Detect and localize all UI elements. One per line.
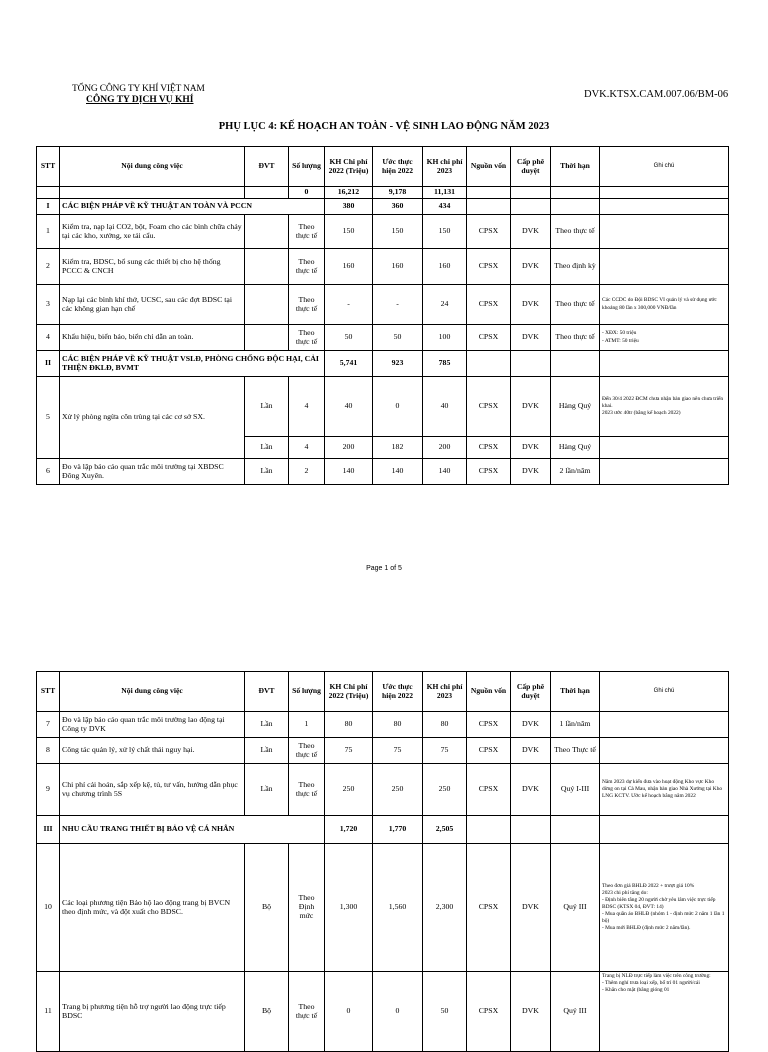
cell-dvt: Bộ: [245, 972, 289, 1052]
cell-qty: Theo thực tế: [289, 215, 325, 249]
cell-stt: 2: [37, 249, 60, 285]
cell-source: CPSX: [467, 437, 511, 459]
cell-deadline: Quý I-III: [551, 764, 600, 816]
cell-note: [600, 459, 729, 485]
cell-uoc2022: 75: [373, 738, 423, 764]
cell-qty: Theo thực tế: [289, 325, 325, 351]
col-header: Số lượng: [289, 147, 325, 187]
cell-dvt: [245, 285, 289, 325]
cell-note: [600, 712, 729, 738]
section-row: [37, 199, 729, 215]
section-row: [37, 816, 729, 844]
cell-kh2023: 140: [423, 459, 467, 485]
cell-source: CPSX: [467, 459, 511, 485]
cell-kh2023: 40: [423, 377, 467, 437]
table-row: [37, 215, 729, 249]
col-header: KH Chi phí 2022 (Triệu): [325, 672, 373, 712]
cell-qty: 1: [289, 712, 325, 738]
cell-approval: DVK: [511, 712, 551, 738]
cell-qty: 2: [289, 459, 325, 485]
cell-stt: I: [37, 199, 60, 215]
cell-kh2023: 200: [423, 437, 467, 459]
cell-dvt: [245, 215, 289, 249]
cell-uoc2022: 9,178: [373, 187, 423, 199]
table-row: [37, 249, 729, 285]
cell-content: Kiểm tra, BDSC, bổ sung các thiết bị cho hệ thống PCCC & CNCH: [60, 249, 245, 285]
table-row: [37, 972, 729, 1052]
cell-stt: II: [37, 351, 60, 377]
plan-table-page2: [36, 671, 729, 1052]
cell-note: Đến 30/4 2022 ĐCM chưa nhận bàn giao nên chưa triển khai. 2023 ước 40tr (bằng kế hoạch 2022): [600, 377, 729, 437]
org-unit: CÔNG TY DỊCH VỤ KHÍ: [86, 95, 194, 105]
cell-note: - XĐX: 50 triệu - ATMT: 50 triệu: [600, 325, 729, 351]
cell-approval: DVK: [511, 738, 551, 764]
col-header: KH chi phí 2023: [423, 147, 467, 187]
cell-qty: 4: [289, 437, 325, 459]
section-title: CÁC BIỆN PHÁP VỀ KỸ THUẬT AN TOÀN VÀ PCCN: [60, 199, 325, 215]
cell-kh2022: 140: [325, 459, 373, 485]
cell-content: Các loại phương tiện Bảo hộ lao động trang bị BVCN theo định mức, và đột xuất cho BDSC.: [60, 844, 245, 972]
cell-uoc2022: -: [373, 285, 423, 325]
cell-kh2023: 250: [423, 764, 467, 816]
col-header: Ghi chú: [600, 672, 729, 712]
cell-qty: 0: [289, 187, 325, 199]
cell-stt: 5: [37, 377, 60, 459]
cell-source: CPSX: [467, 844, 511, 972]
cell-content: Kiểm tra, nạp lại CO2, bột, Foam cho các bình chữa cháy tại các kho, xưởng, xe tải cẩu.: [60, 215, 245, 249]
cell-kh2022: 5,741: [325, 351, 373, 377]
cell-deadline: Theo thực tế: [551, 285, 600, 325]
cell-dvt: Lần: [245, 459, 289, 485]
cell-deadline: Theo Thực tế: [551, 738, 600, 764]
cell-source: CPSX: [467, 325, 511, 351]
cell-kh2022: 75: [325, 738, 373, 764]
cell-content: Đo và lập báo cáo quan trắc môi trường tại XBDSC Đông Xuyên.: [60, 459, 245, 485]
table-row: [37, 285, 729, 325]
cell-kh2023: 434: [423, 199, 467, 215]
cell-kh2022: 16,212: [325, 187, 373, 199]
cell-uoc2022: 360: [373, 199, 423, 215]
cell-note: Trang bị NLĐ trực tiếp làm việc trên công trường: - Thêm nghỉ trưa loại xếp, bố trí 01 người/cái - Khăn cho mặt (băng gióng 01: [600, 972, 729, 1052]
cell-approval: DVK: [511, 285, 551, 325]
cell-uoc2022: 923: [373, 351, 423, 377]
cell-approval: DVK: [511, 437, 551, 459]
col-header: STT: [37, 672, 60, 712]
col-header: Thời hạn: [551, 672, 600, 712]
col-header: Thời hạn: [551, 147, 600, 187]
cell-stt: 3: [37, 285, 60, 325]
cell-approval: DVK: [511, 844, 551, 972]
cell-content: Nạp lại các bình khí thở, UCSC, sau các đợt BDSC tại các không gian hạn chế: [60, 285, 245, 325]
cell-kh2022: 40: [325, 377, 373, 437]
cell-dvt: [245, 325, 289, 351]
col-header: Nguồn vốn: [467, 672, 511, 712]
cell-stt: 9: [37, 764, 60, 816]
plan-table-page1: [36, 146, 729, 485]
cell-kh2022: 1,720: [325, 816, 373, 844]
page-title: PHỤ LỤC 4: KẾ HOẠCH AN TOÀN - VỆ SINH LAO ĐỘNG NĂM 2023: [218, 121, 550, 132]
cell-dvt: [245, 249, 289, 285]
section-title: NHU CẦU TRANG THIẾT BỊ BẢO VỆ CÁ NHÂN: [60, 816, 325, 844]
cell-deadline: Quý III: [551, 972, 600, 1052]
col-header: Ước thực hiện 2022: [373, 147, 423, 187]
cell-note: [600, 738, 729, 764]
cell-uoc2022: 182: [373, 437, 423, 459]
table-row: [37, 712, 729, 738]
cell-note: Các CCDC do Đội BDSC VI quản lý và sử dụng ước khoảng 80 lần x 300,000 VNĐ/lần: [600, 285, 729, 325]
cell-note: [600, 249, 729, 285]
table-row: [37, 459, 729, 485]
cell-uoc2022: 0: [373, 972, 423, 1052]
cell-approval: DVK: [511, 377, 551, 437]
cell-stt: 8: [37, 738, 60, 764]
cell-deadline: Hàng Quý: [551, 377, 600, 437]
cell-source: CPSX: [467, 972, 511, 1052]
cell-uoc2022: 160: [373, 249, 423, 285]
cell-source: CPSX: [467, 377, 511, 437]
cell-deadline: Hàng Quý: [551, 437, 600, 459]
cell-kh2022: 80: [325, 712, 373, 738]
org-parent: TỔNG CÔNG TY KHÍ VIỆT NAM: [72, 84, 205, 94]
cell-qty: Theo thực tế: [289, 285, 325, 325]
cell-source: CPSX: [467, 712, 511, 738]
cell-source: CPSX: [467, 249, 511, 285]
cell-note: [600, 437, 729, 459]
col-header: STT: [37, 147, 60, 187]
col-header: KH chi phí 2023: [423, 672, 467, 712]
col-header: Nội dung công việc: [60, 147, 245, 187]
total-row: [37, 187, 729, 199]
cell-uoc2022: 80: [373, 712, 423, 738]
cell-kh2023: 785: [423, 351, 467, 377]
cell-qty: Theo thực tế: [289, 972, 325, 1052]
cell-approval: DVK: [511, 325, 551, 351]
cell-kh2023: 75: [423, 738, 467, 764]
table-row: [37, 738, 729, 764]
cell-deadline: 2 lần/năm: [551, 459, 600, 485]
cell-kh2022: 250: [325, 764, 373, 816]
cell-deadline: Theo định kỳ: [551, 249, 600, 285]
col-header: Cấp phê duyệt: [511, 147, 551, 187]
cell-stt: 6: [37, 459, 60, 485]
cell-kh2023: 100: [423, 325, 467, 351]
cell-approval: DVK: [511, 972, 551, 1052]
cell-deadline: Theo thực tế: [551, 325, 600, 351]
doc-code: DVK.KTSX.CAM.007.06/BM-06: [584, 89, 729, 100]
cell-deadline: 1 lần/năm: [551, 712, 600, 738]
cell-approval: DVK: [511, 249, 551, 285]
cell-kh2023: 150: [423, 215, 467, 249]
cell-note: Theo đơn giá BHLĐ 2022 + trượt giá 10% 2023 chi phí tăng do: - Định biên tăng 20 người chờ yêu lâm việc trực tiếp BDSC (KTSX 04, ĐVT: 14) - Mua quần áo BHLĐ (nhóm 1 - định mức 2 năm 1 lần 1 bộ) - Mua mới BHLĐ (định mức 2 năm/lần).: [600, 844, 729, 972]
cell-deadline: Quý III: [551, 844, 600, 972]
section-row: [37, 351, 729, 377]
cell-uoc2022: 0: [373, 377, 423, 437]
cell-content: Chi phí cải hoán, sắp xếp kệ, tủ, tư vấn, hướng dẫn phục vụ chương trình 5S: [60, 764, 245, 816]
cell-qty: Theo thực tế: [289, 738, 325, 764]
cell-note: Năm 2023 dự kiến đưa vào hoạt động Kho vực Kho dừng on tại Cà Mau, nhận bàn giao Nhà Xưởng tại Kho LNG KCTV. Ước kế hoạch bằng năm 2022: [600, 764, 729, 816]
cell-dvt: Lần: [245, 738, 289, 764]
cell-kh2023: 160: [423, 249, 467, 285]
cell-source: CPSX: [467, 738, 511, 764]
col-header: Nội dung công việc: [60, 672, 245, 712]
cell-stt: 4: [37, 325, 60, 351]
cell-qty: Theo thực tế: [289, 764, 325, 816]
cell-dvt: Lần: [245, 764, 289, 816]
cell-approval: DVK: [511, 459, 551, 485]
cell-stt: 7: [37, 712, 60, 738]
table-row: [37, 844, 729, 972]
col-header: KH Chi phí 2022 (Triệu): [325, 147, 373, 187]
cell-kh2022: 0: [325, 972, 373, 1052]
cell-content: Công tác quản lý, xử lý chất thải nguy hại.: [60, 738, 245, 764]
table-header-row: [37, 672, 729, 712]
cell-kh2023: 24: [423, 285, 467, 325]
cell-kh2023: 2,300: [423, 844, 467, 972]
section-title: CÁC BIỆN PHÁP VỀ KỸ THUẬT VSLĐ, PHÒNG CHỐNG ĐỘC HẠI, CẢI THIỆN ĐKLĐ, BVMT: [60, 351, 325, 377]
cell-kh2022: 160: [325, 249, 373, 285]
page-number: Page 1 of 5: [366, 565, 402, 572]
table-row: [37, 764, 729, 816]
cell-content: Xử lý phòng ngừa côn trùng tại các cơ sở SX.: [60, 377, 245, 459]
cell-kh2022: 1,300: [325, 844, 373, 972]
cell-kh2022: 200: [325, 437, 373, 459]
cell-note: [600, 215, 729, 249]
cell-uoc2022: 150: [373, 215, 423, 249]
cell-content: Trang bị phương tiện hỗ trợ người lao động trực tiếp BDSC: [60, 972, 245, 1052]
cell-uoc2022: 140: [373, 459, 423, 485]
table-row: [37, 377, 729, 437]
cell-source: CPSX: [467, 285, 511, 325]
col-header: Ước thực hiện 2022: [373, 672, 423, 712]
cell-qty: 4: [289, 377, 325, 437]
cell-uoc2022: 1,770: [373, 816, 423, 844]
cell-dvt: Bộ: [245, 844, 289, 972]
col-header: ĐVT: [245, 672, 289, 712]
col-header: Số lượng: [289, 672, 325, 712]
cell-dvt: Lần: [245, 712, 289, 738]
cell-approval: DVK: [511, 764, 551, 816]
cell-uoc2022: 50: [373, 325, 423, 351]
cell-source: CPSX: [467, 764, 511, 816]
cell-kh2022: 380: [325, 199, 373, 215]
cell-dvt: Lần: [245, 437, 289, 459]
cell-qty: Theo thực tế: [289, 249, 325, 285]
cell-content: Khẩu hiệu, biển báo, biển chỉ dẫn an toàn.: [60, 325, 245, 351]
table-header-row: [37, 147, 729, 187]
cell-kh2023: 2,505: [423, 816, 467, 844]
cell-stt: III: [37, 816, 60, 844]
col-header: Cấp phê duyệt: [511, 672, 551, 712]
cell-content: Đo và lập báo cáo quan trắc môi trường lao động tại Công ty DVK: [60, 712, 245, 738]
cell-kh2022: 50: [325, 325, 373, 351]
cell-uoc2022: 250: [373, 764, 423, 816]
cell-approval: DVK: [511, 215, 551, 249]
cell-stt: 11: [37, 972, 60, 1052]
col-header: Nguồn vốn: [467, 147, 511, 187]
cell-deadline: Theo thực tế: [551, 215, 600, 249]
table-row: [37, 325, 729, 351]
cell-kh2022: -: [325, 285, 373, 325]
cell-source: CPSX: [467, 215, 511, 249]
cell-stt: 10: [37, 844, 60, 972]
cell-kh2022: 150: [325, 215, 373, 249]
col-header: Ghi chú: [600, 147, 729, 187]
col-header: ĐVT: [245, 147, 289, 187]
cell-kh2023: 11,131: [423, 187, 467, 199]
cell-uoc2022: 1,560: [373, 844, 423, 972]
cell-dvt: Lần: [245, 377, 289, 437]
cell-kh2023: 80: [423, 712, 467, 738]
cell-kh2023: 50: [423, 972, 467, 1052]
cell-qty: Theo Định mức: [289, 844, 325, 972]
cell-stt: 1: [37, 215, 60, 249]
